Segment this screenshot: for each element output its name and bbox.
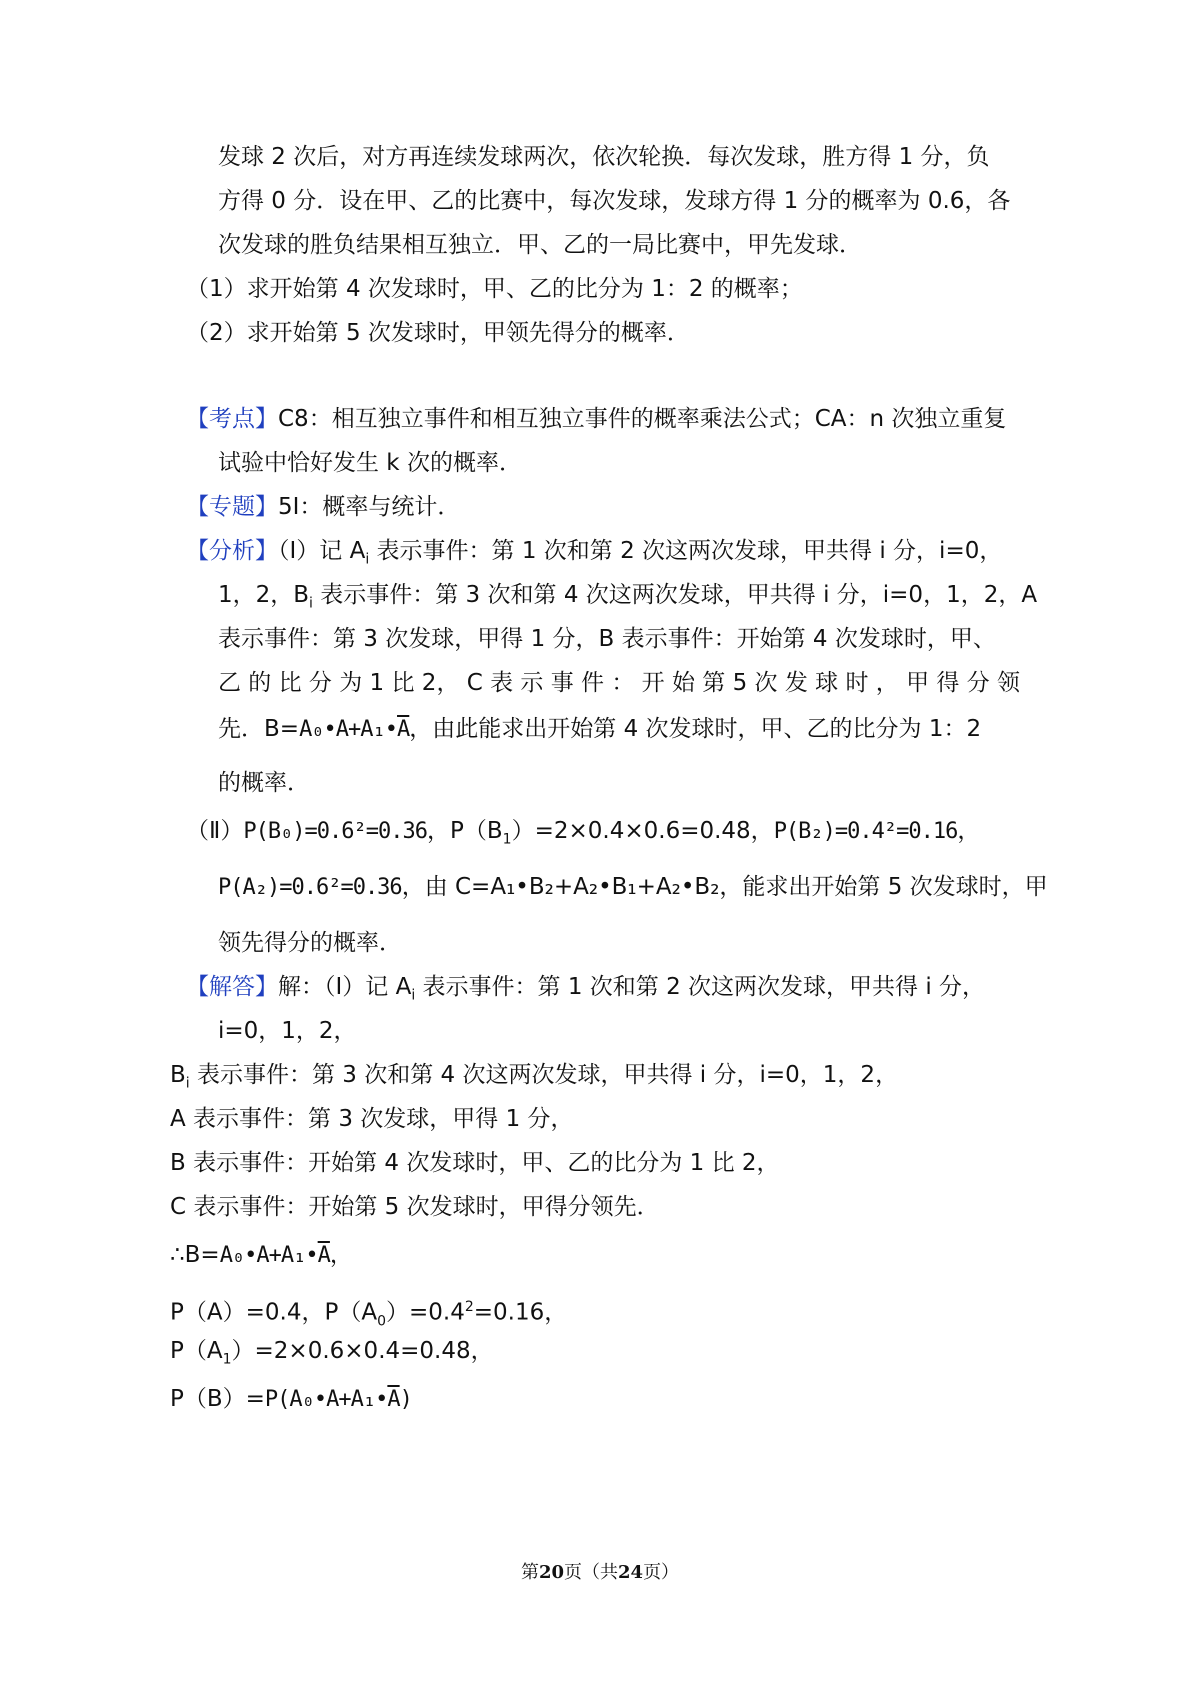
zhuanti-tag: 【专题】 xyxy=(186,494,278,520)
jieda-text: =0.16， xyxy=(473,1299,568,1326)
footer-text: 页（共 xyxy=(564,1562,618,1583)
fenxi-text: ，由此能求出开始第 4 次发球时，甲、乙的比分为 1：2 xyxy=(409,716,982,742)
formula-a-bar: $\overline{A}$ xyxy=(317,1243,330,1268)
footer-text: 第 xyxy=(520,1562,539,1583)
formula-b: A₀•A+A₁• xyxy=(299,717,398,742)
fenxi-text: 表示事件：第 3 次和第 4 次这两次发球，甲共得 i 分，i=0，1，2，A xyxy=(312,582,1038,608)
zhuanti-line xyxy=(186,492,460,522)
problem-line-1: 发球 2 次后，对方再连续发球两次，依次轮换．每次发球，胜方得 1 分，负 xyxy=(218,144,990,170)
formula-close: ) xyxy=(399,1387,412,1412)
formula-b: A₀•A+A₁• xyxy=(219,1243,318,1268)
kaodian-line-1 xyxy=(186,404,1006,434)
fenxi-line-1 xyxy=(186,536,1002,575)
fenxi-line-9: 领先得分的概率． xyxy=(218,930,402,956)
jieda-text: ）=0.4 xyxy=(385,1299,465,1326)
page-footer xyxy=(0,1558,1200,1584)
jieda-text: 表示事件：第 3 次和第 4 次这两次发球，甲共得 i 分，i=0，1，2， xyxy=(189,1062,899,1088)
formula-pb2: P(B₂)=0.4²=0.16 xyxy=(773,819,958,844)
fenxi-text: 表示事件：第 1 次和第 2 次这两次发球，甲共得 i 分，i=0， xyxy=(369,538,1003,564)
fenxi-line-4: 乙 的 比 分 为 1 比 2， C 表 示 事 件 ： 开 始 第 5 次 发 球 时 ， 甲 得 分 领 xyxy=(218,670,1021,696)
subscript: i xyxy=(185,1075,190,1092)
total-pages: 24 xyxy=(618,1562,644,1583)
subscript: 1 xyxy=(222,1351,232,1368)
jieda-text: 解：（Ⅰ）记 A xyxy=(278,974,412,1000)
footer-text: 页） xyxy=(643,1562,680,1583)
jieda-line-3 xyxy=(170,1060,898,1099)
jieda-text: P（A xyxy=(170,1338,223,1364)
jieda-line-4: A 表示事件：第 3 次发球，甲得 1 分， xyxy=(170,1106,574,1132)
superscript: 2 xyxy=(464,1299,474,1315)
fenxi-text: ，P（B xyxy=(427,818,503,844)
jieda-text: ∴B= xyxy=(170,1242,220,1268)
fenxi-line-7 xyxy=(186,816,980,855)
subscript: i xyxy=(365,551,370,568)
subscript: 0 xyxy=(377,1313,386,1330)
fenxi-line-5 xyxy=(218,714,981,745)
page-number: 20 xyxy=(538,1562,564,1583)
kaodian-line-2: 试验中恰好发生 k 次的概率． xyxy=(218,450,522,476)
jieda-line-8 xyxy=(170,1292,567,1336)
jieda-line-9 xyxy=(170,1336,494,1375)
jieda-line-2: i=0，1，2， xyxy=(218,1018,357,1044)
jieda-text: B xyxy=(170,1062,186,1088)
fenxi-line-2 xyxy=(218,580,1037,619)
kaodian-tag: 【考点】 xyxy=(186,406,278,432)
fenxi-line-8 xyxy=(218,872,1048,903)
fenxi-text: ）=2×0.4×0.6=0.48， xyxy=(511,818,774,844)
jieda-line-10 xyxy=(170,1384,412,1415)
jieda-text: P（B）= xyxy=(170,1386,265,1412)
jieda-line-5: B 表示事件：开始第 4 次发球时，甲、乙的比分为 1 比 2， xyxy=(170,1150,780,1176)
fenxi-text: ， xyxy=(957,818,981,844)
formula-a-bar: $\overline{A}$ xyxy=(397,717,410,742)
formula-pb0: P(B₀)=0.6²=0.36 xyxy=(243,819,428,844)
subscript: i xyxy=(309,595,313,612)
jieda-text: P（A）=0.4，P（A xyxy=(170,1299,378,1326)
jieda-line-1 xyxy=(186,972,985,1011)
subscript: i xyxy=(411,987,416,1004)
jieda-line-7 xyxy=(170,1240,353,1271)
subscript: 1 xyxy=(502,831,512,848)
zhuanti-text: 5I：概率与统计． xyxy=(278,494,461,520)
fenxi-text: （Ⅰ）记 A xyxy=(278,538,366,564)
formula-pa2: P(A₂)=0.6²=0.36 xyxy=(218,875,402,900)
kaodian-text-1: C8：相互独立事件和相互独立事件的概率乘法公式；CA：n 次独立重复 xyxy=(278,406,1007,432)
jieda-text: 表示事件：第 1 次和第 2 次这两次发球，甲共得 i 分， xyxy=(415,974,986,1000)
fenxi-line-6: 的概率． xyxy=(218,770,310,796)
problem-line-2: 方得 0 分．设在甲、乙的比赛中，每次发球，发球方得 1 分的概率为 0.6，各 xyxy=(218,188,1011,214)
formula-pb: P(A₀•A+A₁• xyxy=(264,1387,388,1412)
problem-line-3: 次发球的胜负结果相互独立．甲、乙的一局比赛中，甲先发球． xyxy=(218,232,862,258)
jieda-line-6: C 表示事件：开始第 5 次发球时，甲得分领先． xyxy=(170,1194,660,1220)
question-1: （1）求开始第 4 次发球时，甲、乙的比分为 1：2 的概率； xyxy=(186,276,803,302)
formula-a-bar: $\overline{A}$ xyxy=(387,1387,400,1412)
fenxi-text: （Ⅱ） xyxy=(186,818,244,844)
fenxi-text: 先．B= xyxy=(218,716,300,742)
jieda-text: ）=2×0.6×0.4=0.48， xyxy=(231,1338,494,1364)
fenxi-text: ，由 C=A₁•B₂+A₂•B₁+A₂•B₂，能求出开始第 5 次发球时，甲 xyxy=(401,874,1048,900)
fenxi-text: 1，2，B xyxy=(218,582,310,608)
jieda-text: ， xyxy=(329,1242,353,1268)
jieda-tag: 【解答】 xyxy=(186,974,278,1000)
question-2: （2）求开始第 5 次发球时，甲领先得分的概率． xyxy=(186,320,690,346)
fenxi-line-3: 表示事件：第 3 次发球，甲得 1 分，B 表示事件：开始第 4 次发球时，甲、 xyxy=(218,626,996,652)
fenxi-tag: 【分析】 xyxy=(186,538,278,564)
